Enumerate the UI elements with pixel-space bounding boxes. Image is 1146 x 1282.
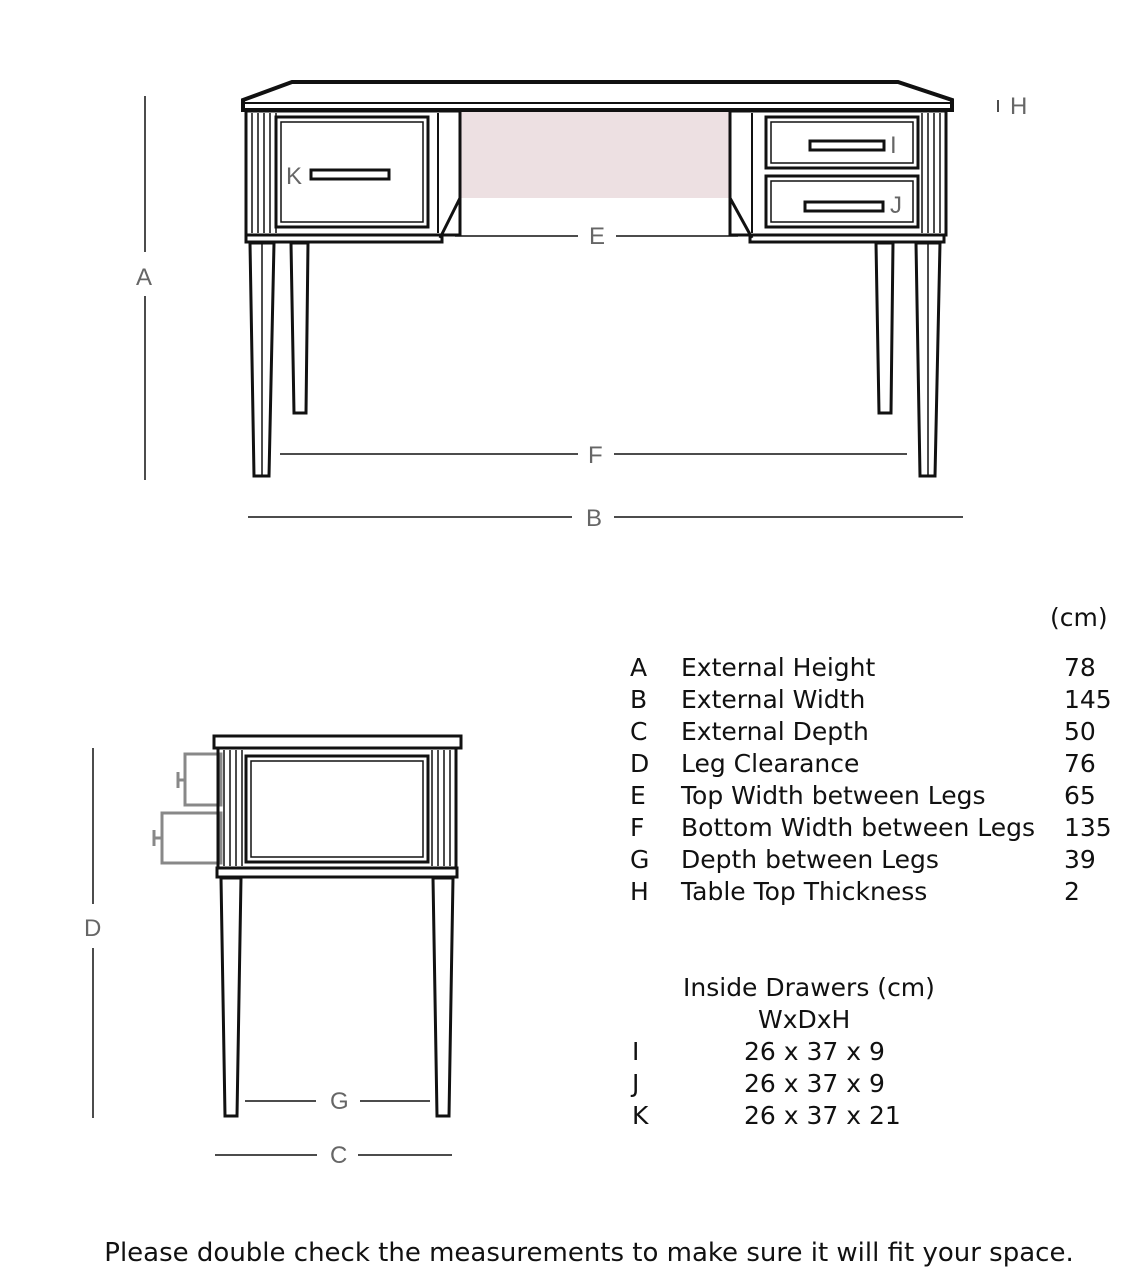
spec-value: 2 (1064, 877, 1080, 906)
spec-row (630, 716, 1110, 748)
spec-row (630, 844, 1110, 876)
spec-label: Leg Clearance (681, 749, 860, 778)
drawer-letter: J (632, 1069, 640, 1098)
spec-label: Depth between Legs (681, 845, 939, 874)
drawers-title (630, 972, 980, 1004)
spec-value: 78 (1064, 653, 1096, 682)
drawers-table (630, 1036, 1030, 1132)
drawers-subtitle: WxDxH (758, 1005, 851, 1034)
spec-letter: C (630, 717, 648, 746)
spec-row (630, 876, 1110, 908)
dim-label-d: D (84, 915, 102, 942)
spec-value: 145 (1064, 685, 1112, 714)
side-table-top (214, 736, 461, 748)
spec-value: 50 (1064, 717, 1096, 746)
desk-front-view (243, 82, 952, 476)
spec-value: 65 (1064, 781, 1096, 810)
table-top (243, 82, 952, 110)
desk-side-view (154, 736, 461, 1116)
spec-row (630, 812, 1110, 844)
dim-label-e: E (589, 223, 606, 250)
footer-note: Please double check the measurements to make sure it will fit your space. (104, 1238, 1074, 1268)
side-dimension-lines (93, 748, 452, 1155)
spec-label: External Height (681, 653, 876, 682)
dim-label-h: H (1010, 93, 1028, 120)
drawer-label-j: J (890, 192, 902, 219)
left-back-leg (291, 243, 308, 413)
spec-letter: D (630, 749, 650, 778)
spec-label: Table Top Thickness (681, 877, 928, 906)
drawer-letter: K (632, 1101, 649, 1130)
spec-letter: F (630, 813, 645, 842)
spec-letter: H (630, 877, 649, 906)
spec-value: 76 (1064, 749, 1096, 778)
spec-table (630, 652, 1110, 908)
side-right-leg (433, 878, 453, 1116)
side-left-leg (221, 878, 241, 1116)
spec-value: 135 (1064, 813, 1112, 842)
spec-label: Bottom Width between Legs (681, 813, 1036, 842)
spec-row (630, 748, 1110, 780)
spec-letter: A (630, 653, 648, 682)
drawer-row (630, 1036, 1030, 1068)
back-panel (460, 112, 730, 198)
unit-label: (cm) (1050, 603, 1108, 632)
spec-letter: E (630, 781, 646, 810)
spec-row (630, 780, 1110, 812)
side-body (218, 748, 456, 868)
right-back-leg (876, 243, 893, 413)
spec-value: 39 (1064, 845, 1096, 874)
drawer-k-handle (311, 170, 389, 179)
drawer-row (630, 1100, 1030, 1132)
drawer-row (630, 1068, 1030, 1100)
drawer-j-handle (805, 202, 883, 211)
dim-label-f: F (588, 442, 603, 469)
open-drawer-upper (185, 754, 221, 805)
spec-row (630, 684, 1110, 716)
dim-label-g: G (330, 1088, 349, 1115)
dim-label-a: A (136, 264, 153, 291)
spec-label: Top Width between Legs (681, 781, 986, 810)
side-panel (246, 756, 428, 862)
spec-label: External Width (681, 685, 866, 714)
drawers-title-text: Inside Drawers (cm) (683, 973, 935, 1002)
drawer-i-handle (810, 141, 884, 150)
drawer-letter: I (632, 1037, 640, 1066)
drawer-size: 26 x 37 x 9 (744, 1069, 885, 1098)
spec-label: External Depth (681, 717, 869, 746)
drawer-size: 26 x 37 x 21 (744, 1101, 901, 1130)
spec-row (630, 652, 1110, 684)
spec-letter: G (630, 845, 650, 874)
dim-label-b: B (586, 505, 603, 532)
spec-letter: B (630, 685, 648, 714)
drawer-size: 26 x 37 x 9 (744, 1037, 885, 1066)
drawer-label-i: I (890, 132, 897, 159)
dim-label-c: C (330, 1142, 348, 1169)
open-drawer-lower (162, 813, 221, 863)
drawer-label-k: K (286, 163, 303, 190)
